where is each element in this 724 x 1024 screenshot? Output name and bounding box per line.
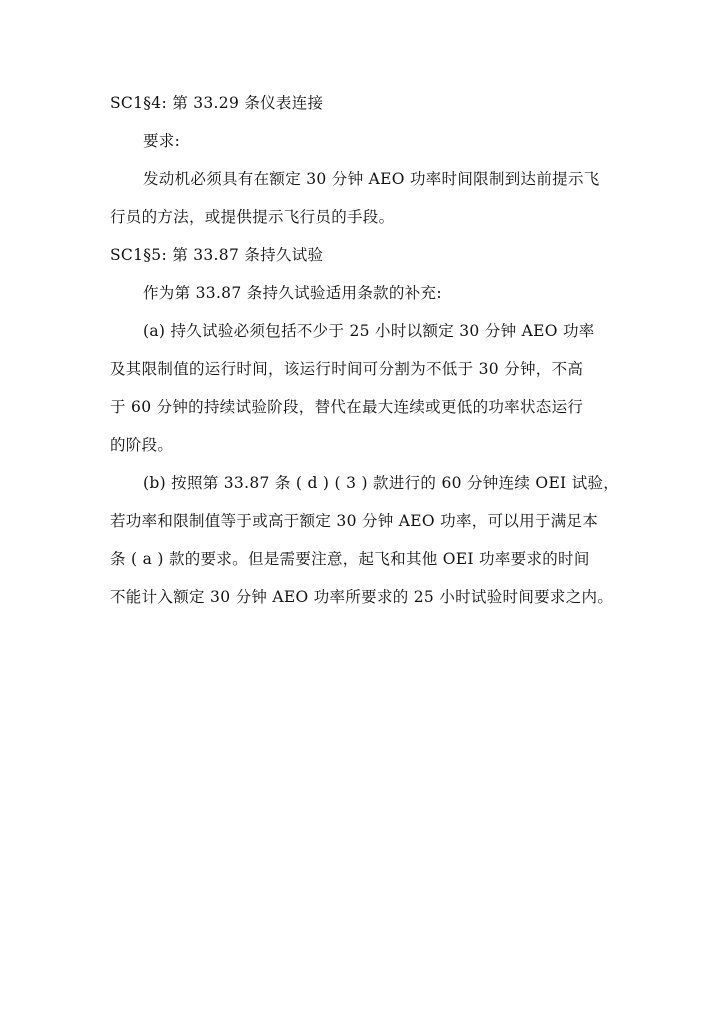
paragraph-item-a bbox=[110, 320, 620, 457]
paragraph-line: 的阶段。 bbox=[110, 436, 174, 454]
paragraph-line: 于 60 分钟的持续试验阶段，替代在最大连续或更低的功率状态运行 bbox=[110, 398, 584, 416]
paragraph-line: 条 ( a ) 款的要求。但是需要注意，起飞和其他 OEI 功率要求的时间 bbox=[110, 550, 590, 568]
paragraph-line: 作为第 33.87 条持久试验适用条款的补充: bbox=[143, 284, 442, 302]
paragraph-line: 不能计入额定 30 分钟 AEO 功率所要求的 25 小时试验时间要求之内。 bbox=[110, 588, 614, 606]
paragraph-line: 发动机必须具有在额定 30 分钟 AEO 功率时间限制到达前提示飞 bbox=[143, 170, 600, 188]
paragraph-item-b bbox=[110, 472, 620, 609]
paragraph-line: (a) 持久试验必须包括不少于 25 小时以额定 30 分钟 AEO 功率 bbox=[143, 322, 595, 340]
paragraph-requirement-label bbox=[110, 130, 620, 153]
paragraph-line: 及其限制值的运行时间，该运行时间可分割为不低于 30 分钟，不高 bbox=[110, 360, 584, 378]
section-heading-sc1-4: SC1§4: 第 33.29 条仪表连接 bbox=[110, 94, 324, 112]
paragraph-engine-requirement bbox=[110, 168, 620, 229]
paragraph-line: 要求: bbox=[143, 132, 181, 150]
paragraph-line: (b) 按照第 33.87 条 ( d ) ( 3 ) 款进行的 60 分钟连续 OEI 试验， bbox=[143, 474, 620, 492]
section-heading-sc1-5: SC1§5: 第 33.87 条持久试验 bbox=[110, 246, 324, 264]
paragraph-supplement-intro bbox=[110, 282, 620, 305]
paragraph-line: 若功率和限制值等于或高于额定 30 分钟 AEO 功率，可以用于满足本 bbox=[110, 512, 599, 530]
document-page bbox=[110, 92, 620, 624]
paragraph-line: 行员的方法，或提供提示飞行员的手段。 bbox=[110, 208, 395, 226]
